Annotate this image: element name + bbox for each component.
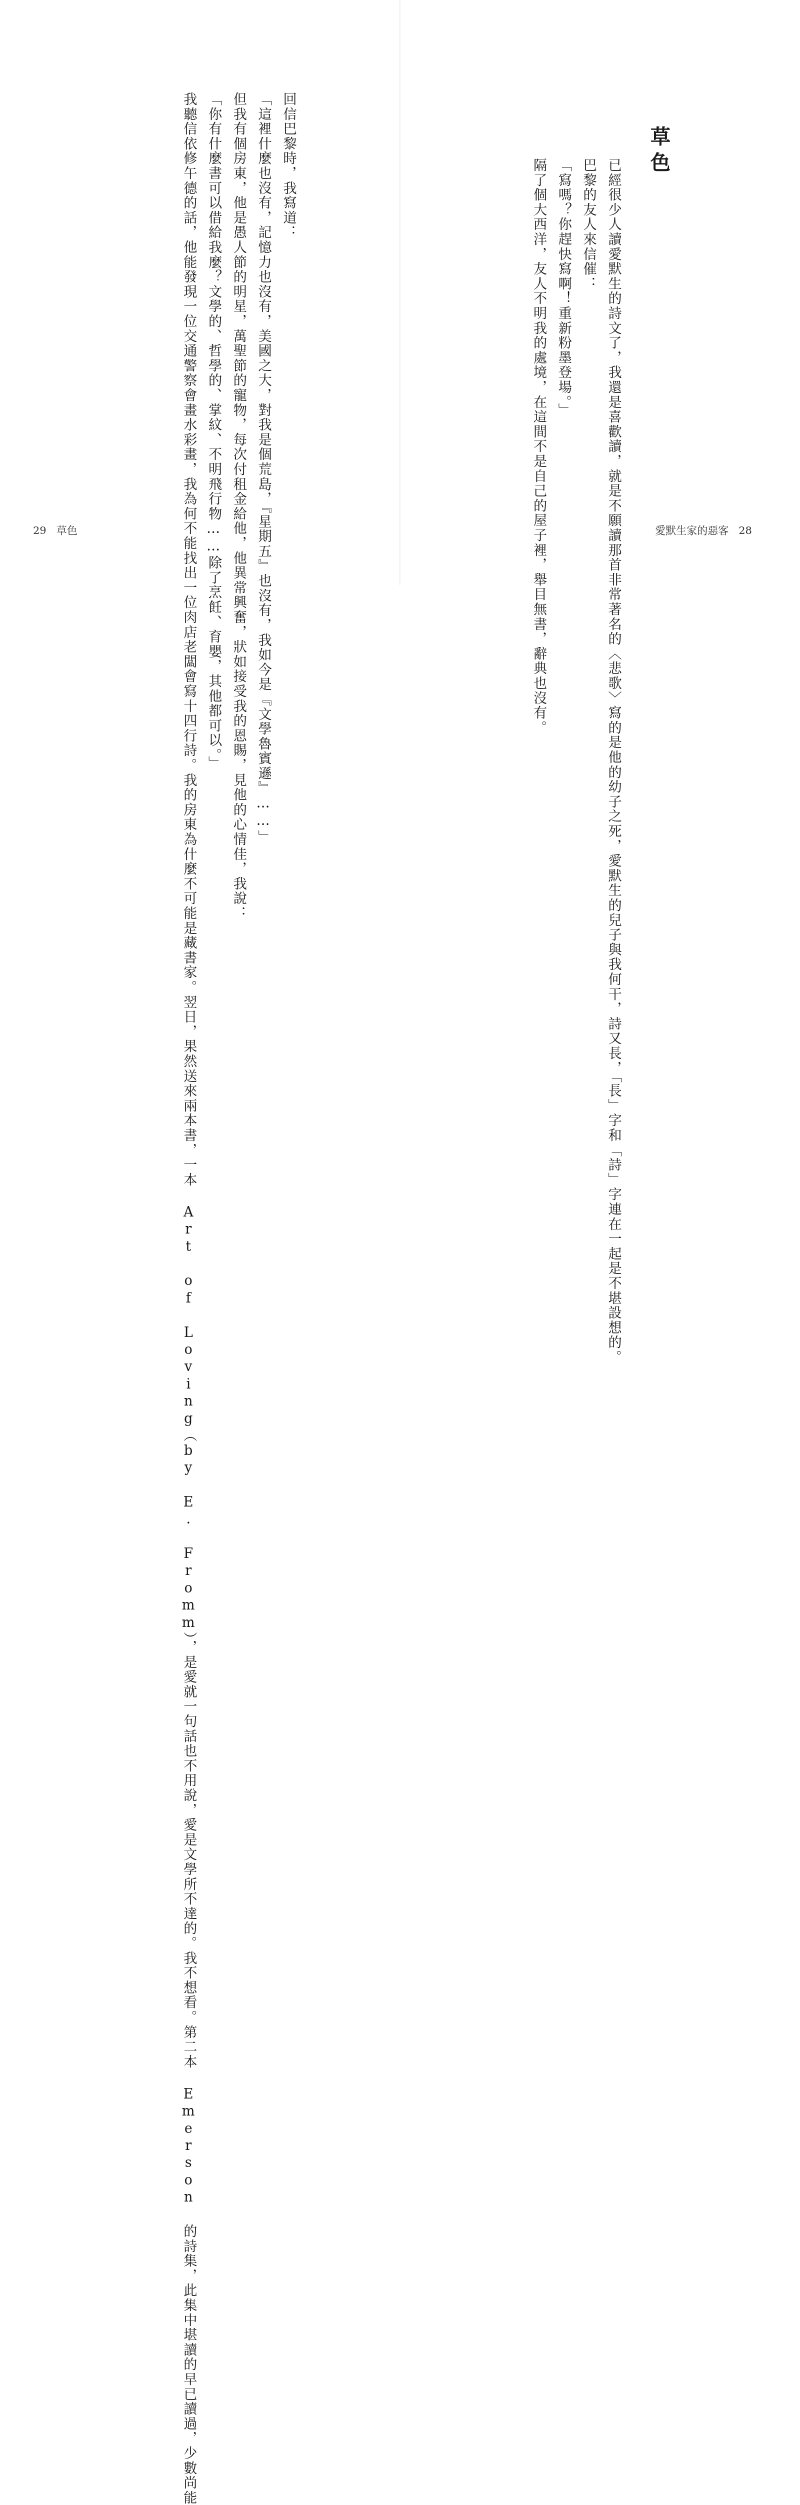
paragraph: 我聽信依修午德的話，他能發現一位交通警察會畫水彩畫，我為何不能找出一位肉店老闆會寫十四行詩。我的房東為什麼不可能是藏書家。翌日，果然送來兩本書，一本 Art of Loving（by E. Fromm），是愛就一句話也不用說，愛是文學所不達的。我不想看。第二本 Emerson 的詩集，此集中堪讀的早已讀過，少數尚能 — [180, 92, 197, 2505]
paragraph: 已經很少人讀愛默生的詩文了，我還是喜歡讀，就是不願讀那首非常著名的〈悲歌〉寫的是他的幼子之死，愛默生的兒子與我何干，詩又長，「長」字和「詩」字連在一起是不堪設想的。 — [605, 158, 621, 1365]
paragraph: 「你有什麼書可以借給我麼？文學的、哲學的、掌紋、不明飛行物……除了烹飪、育嬰，其他都可以。」 — [205, 92, 222, 771]
paragraph: 「這裡什麼也沒有，記憶力也沒有，美國之大，對我是個荒島，『星期五』也沒有，我如今是『文學魯賓遜』……」 — [255, 92, 272, 845]
paragraph: 巴黎的友人來信催： — [580, 158, 597, 292]
chapter-title: 草色 — [647, 126, 671, 178]
paragraph: 「寫嗎？你趕快寫啊！重新粉墨登場。」 — [555, 158, 572, 418]
paragraph: 但我有個房東，他是愚人節的明星，萬聖節的寵物，每次付租金給他，他異常興奮，狀如接受我的恩賜，見他的心情佳，我說： — [230, 92, 247, 921]
left-folio — [33, 523, 77, 538]
right-folio — [655, 523, 752, 538]
running-title: 草色 — [56, 525, 78, 537]
page-number: 29 — [33, 525, 47, 537]
page-number: 28 — [738, 525, 752, 537]
paragraph: 隔了個大西洋，友人不明我的處境，在這間不是自己的屋子裡，舉目無書，辭典也沒有。 — [530, 158, 547, 736]
paragraph: 回信巴黎時，我寫道： — [280, 92, 296, 240]
right-page-body — [435, 158, 625, 1365]
running-title: 愛默生家的惡客 — [655, 525, 729, 537]
